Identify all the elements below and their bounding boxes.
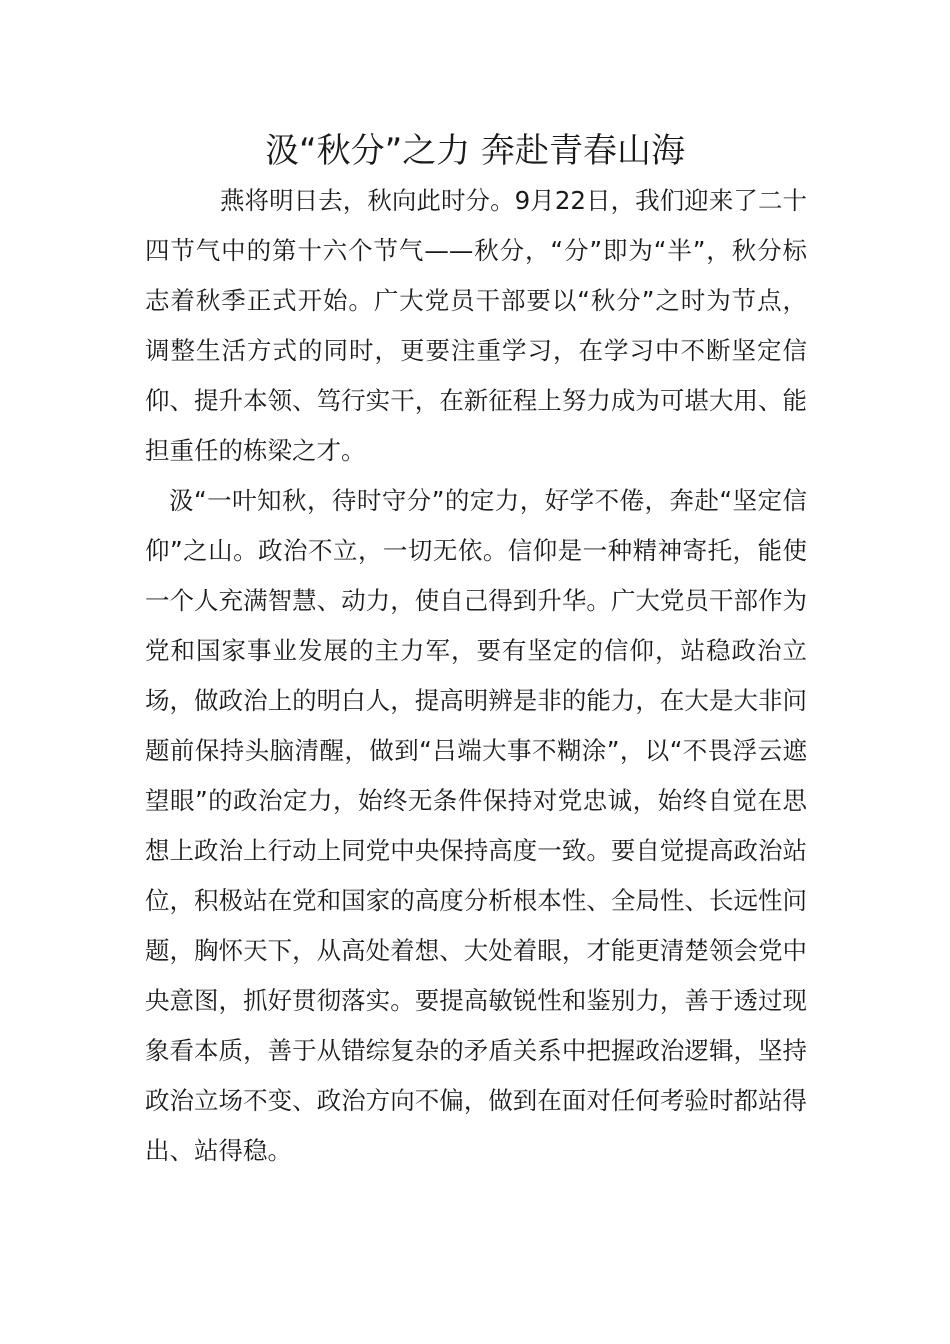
paragraph-intro: 燕将明日去，秋向此时分。9月22日，我们迎来了二十四节气中的第十六个节气——秋分，“分”即为“半”，秋分标志着秋季正式开始。广大党员干部要以“秋分”之时为节点，调整生活方式的同时，更要注重学习，在学习中不断坚定信仰、提升本领、笃行实干，在新征程上努力成为可堪大用、能担重任的栋梁之才。 <box>145 186 807 465</box>
document-title: 汲“秋分”之力 奔赴青春山海 <box>264 131 686 171</box>
paragraph-faith: 汲“一叶知秋，待时守分”的定力，好学不倦，奔赴“坚定信仰”之山。政治不立，一切无依。信仰是一种精神寄托，能使一个人充满智慧、动力，使自己得到升华。广大党员干部作为党和国家事业发展的主力军，要有坚定的信仰，站稳政治立场，做政治上的明白人，提高明辨是非的能力，在大是大非问题前保持头脑清醒，做到“吕端大事不糊涂”，以“不畏浮云遮望眼”的政治定力，始终无条件保持对党忠诚，始终自觉在思想上政治上行动上同党中央保持高度一致。要自觉提高政治站位，积极站在党和国家的高度分析根本性、全局性、长远性问题，胸怀天下，从高处着想、大处着眼，才能更清楚领会党中央意图，抓好贯彻落实。要提高敏锐性和鉴别力，善于透过现象看本质，善于从错综复杂的矛盾关系中把握政治逻辑，坚持政治立场不变、政治方向不偏，做到在面对任何考验时都站得出、站得稳。 <box>145 486 807 1165</box>
document-body <box>145 176 807 1176</box>
